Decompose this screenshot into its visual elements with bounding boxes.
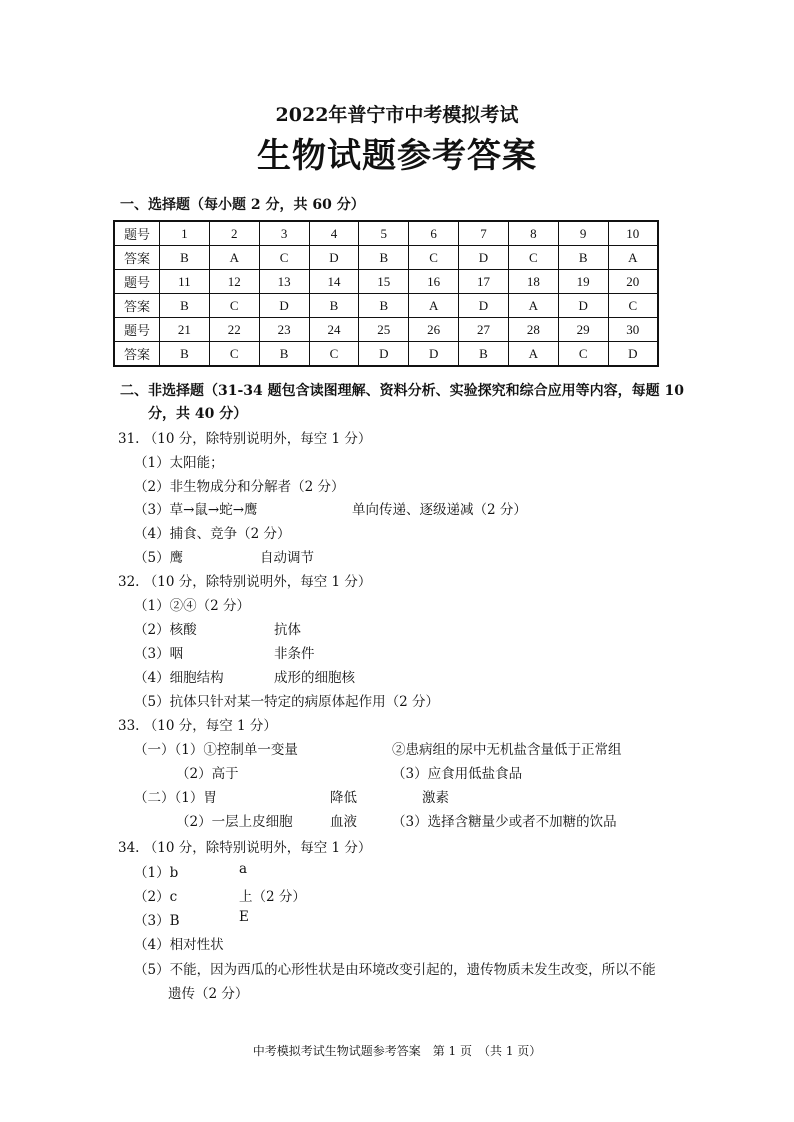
question-number-cell: 4 — [309, 221, 359, 246]
q31-answer-5a: （5）鹰 — [134, 550, 184, 566]
q34-header: 34. （10 分，除特别说明外，每空 1 分） — [118, 840, 372, 856]
question-number-row — [114, 221, 658, 246]
question-number-cell: 18 — [508, 270, 558, 294]
question-number-cell: 29 — [558, 318, 608, 342]
question-number-cell: 2 — [209, 221, 259, 246]
answer-label-cell: 答案 — [114, 294, 160, 318]
question-number-cell: 7 — [459, 221, 509, 246]
q33-part2-answer-2b: 血液 — [330, 814, 357, 830]
question-number-cell: 9 — [558, 221, 608, 246]
answer-table — [113, 220, 659, 367]
answer-cell: D — [558, 294, 608, 318]
q31-answer-4: （4）捕食、竞争（2 分） — [134, 526, 291, 542]
q33-part1-answer-2: （2）高于 — [176, 766, 239, 782]
answer-cell: B — [160, 246, 210, 270]
answer-cell: C — [409, 246, 459, 270]
question-number-cell: 13 — [259, 270, 309, 294]
q32-answer-3b: 非条件 — [274, 646, 315, 662]
answer-cell: B — [558, 246, 608, 270]
answer-cell: D — [608, 342, 658, 367]
question-number-row — [114, 270, 658, 294]
question-number-cell: 14 — [309, 270, 359, 294]
q32-answer-1: （1）②④（2 分） — [134, 598, 250, 614]
q32-header: 32. （10 分，除特别说明外，每空 1 分） — [118, 574, 372, 590]
answer-cell: A — [508, 294, 558, 318]
q31-header: 31. （10 分，除特别说明外，每空 1 分） — [118, 431, 372, 447]
question-number-cell: 24 — [309, 318, 359, 342]
question-number-cell: 17 — [459, 270, 509, 294]
answer-row — [114, 246, 658, 270]
answer-cell: C — [558, 342, 608, 367]
q34-answer-2b: 上（2 分） — [239, 889, 306, 905]
answer-cell: D — [459, 246, 509, 270]
q33-part2-answer-1c: 激素 — [422, 790, 449, 806]
q32-answer-2b: 抗体 — [274, 622, 301, 638]
question-number-cell: 3 — [259, 221, 309, 246]
question-number-cell: 23 — [259, 318, 309, 342]
answer-cell: C — [508, 246, 558, 270]
question-number-cell: 5 — [359, 221, 409, 246]
q34-answer-3a: （3）B — [134, 913, 180, 929]
q33-part2-answer-3: （3）选择含糖量少或者不加糖的饮品 — [392, 814, 617, 830]
q32-answer-4a: （4）细胞结构 — [134, 670, 224, 686]
question-number-cell: 15 — [359, 270, 409, 294]
answer-label-cell: 答案 — [114, 246, 160, 270]
section1-heading: 一、选择题（每小题 2 分，共 60 分） — [120, 197, 365, 213]
answer-cell: B — [359, 294, 409, 318]
answer-row — [114, 294, 658, 318]
q32-answer-2a: （2）核酸 — [134, 622, 197, 638]
answer-label-cell: 答案 — [114, 342, 160, 367]
question-number-cell: 11 — [160, 270, 210, 294]
question-number-cell: 10 — [608, 221, 658, 246]
answer-cell: A — [409, 294, 459, 318]
question-number-cell: 16 — [409, 270, 459, 294]
answer-row — [114, 342, 658, 367]
section2-heading-line2: 分，共 40 分） — [148, 406, 248, 422]
page-footer: 中考模拟考试生物试题参考答案 第 1 页 （共 1 页） — [252, 1044, 542, 1058]
question-number-cell: 26 — [409, 318, 459, 342]
answer-cell: C — [209, 342, 259, 367]
q32-answer-4b: 成形的细胞核 — [274, 670, 355, 686]
question-number-cell: 28 — [508, 318, 558, 342]
answer-cell: B — [160, 342, 210, 367]
q34-answer-2a: （2）c — [134, 889, 178, 905]
answer-cell: B — [359, 246, 409, 270]
question-label-cell: 题号 — [114, 221, 160, 246]
answer-cell: B — [309, 294, 359, 318]
answer-cell: C — [608, 294, 658, 318]
section2-heading-line1: 二、非选择题（31-34 题包含读图理解、资料分析、实验探究和综合应用等内容，每题 10 — [120, 383, 685, 399]
answer-cell: D — [409, 342, 459, 367]
answer-cell: D — [459, 294, 509, 318]
answer-cell: C — [259, 246, 309, 270]
question-number-cell: 25 — [359, 318, 409, 342]
q33-part1-answer-1a: （一）（1）①控制单一变量 — [134, 742, 298, 758]
q33-part1-answer-1b: ②患病组的尿中无机盐含量低于正常组 — [392, 742, 622, 758]
answer-cell: A — [608, 246, 658, 270]
q33-part2-answer-1b: 降低 — [330, 790, 357, 806]
q31-answer-3a: （3）草→鼠→蛇→鹰 — [134, 502, 258, 518]
q33-part1-answer-3: （3）应食用低盐食品 — [392, 766, 523, 782]
answer-cell: B — [259, 342, 309, 367]
q34-answer-1a: （1）b — [134, 865, 179, 881]
answer-cell: C — [209, 294, 259, 318]
answer-cell: D — [359, 342, 409, 367]
question-number-cell: 12 — [209, 270, 259, 294]
answer-cell: D — [309, 246, 359, 270]
question-number-cell: 8 — [508, 221, 558, 246]
q33-part2-answer-2a: （2）一层上皮细胞 — [176, 814, 293, 830]
question-number-cell: 20 — [608, 270, 658, 294]
question-label-cell: 题号 — [114, 318, 160, 342]
answer-cell: B — [160, 294, 210, 318]
question-number-cell: 19 — [558, 270, 608, 294]
q34-answer-5-line2: 遗传（2 分） — [168, 986, 249, 1002]
answer-cell: C — [309, 342, 359, 367]
q31-answer-1: （1）太阳能； — [134, 455, 224, 471]
q33-part2-answer-1a: （二）（1）胃 — [134, 790, 217, 806]
question-number-cell: 27 — [459, 318, 509, 342]
q31-answer-3b: 单向传递、逐级递减（2 分） — [352, 502, 527, 518]
question-number-cell: 22 — [209, 318, 259, 342]
answer-key-title: 生物试题参考答案 — [257, 136, 537, 176]
q32-answer-3a: （3）咽 — [134, 646, 184, 662]
q34-answer-4: （4）相对性状 — [134, 937, 224, 953]
question-number-row — [114, 318, 658, 342]
answer-cell: A — [508, 342, 558, 367]
q34-answer-5-line1: （5）不能，因为西瓜的心形性状是由环境改变引起的，遗传物质未发生改变，所以不能 — [134, 962, 656, 978]
answer-cell: B — [459, 342, 509, 367]
q32-answer-5: （5）抗体只针对某一特定的病原体起作用（2 分） — [134, 694, 439, 710]
answer-cell: D — [259, 294, 309, 318]
question-number-cell: 6 — [409, 221, 459, 246]
q34-answer-3b: E — [239, 909, 249, 925]
question-label-cell: 题号 — [114, 270, 160, 294]
q31-answer-5b: 自动调节 — [260, 550, 314, 566]
q34-answer-1b: a — [239, 861, 248, 877]
question-number-cell: 30 — [608, 318, 658, 342]
answer-cell: A — [209, 246, 259, 270]
question-number-cell: 21 — [160, 318, 210, 342]
q33-header: 33. （10 分，每空 1 分） — [118, 718, 277, 734]
q31-answer-2: （2）非生物成分和分解者（2 分） — [134, 479, 345, 495]
question-number-cell: 1 — [160, 221, 210, 246]
exam-title: 2022年普宁市中考模拟考试 — [275, 104, 519, 126]
